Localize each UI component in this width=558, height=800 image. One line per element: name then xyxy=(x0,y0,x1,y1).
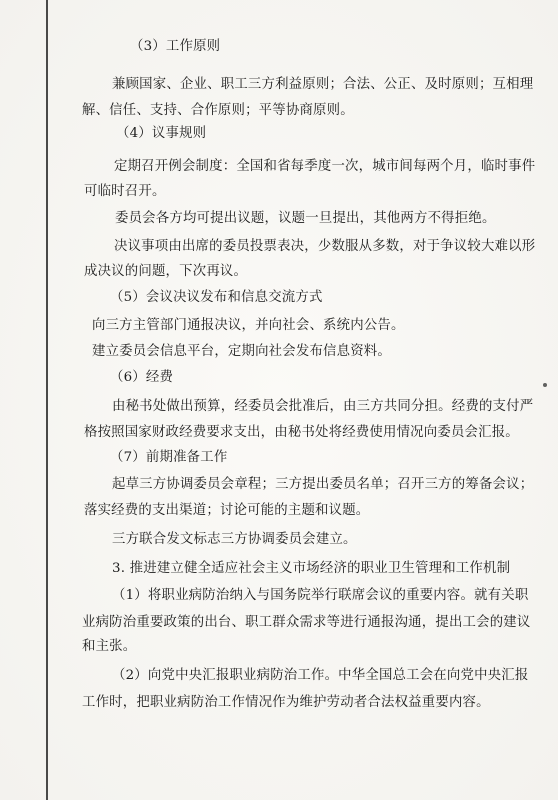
paragraph-line: 由秘书处做出预算，经委员会批准后，由三方共同分担。经费的支付严 xyxy=(112,399,534,414)
paragraph-line: 定期召开例会制度：全国和省每季度一次，城市间每两个月，临时事件 xyxy=(114,159,536,174)
heading-funding: （6）经费 xyxy=(110,370,174,385)
paragraph-line: 格按照国家财政经费要求支出，由秘书处将经费使用情况向委员会汇报。 xyxy=(84,425,519,440)
heading-preparation: （7）前期准备工作 xyxy=(110,450,228,465)
paragraph-line: 解、信任、支持、合作原则；平等协商原则。 xyxy=(82,103,354,118)
paragraph-line: 成决议的问题，下次再议。 xyxy=(84,264,248,279)
paragraph-line: 向三方主管部门通报决议，并向社会、系统内公告。 xyxy=(92,318,405,333)
paragraph-line: 工作时，把职业病防治工作情况作为维护劳动者合法权益重要内容。 xyxy=(82,695,490,710)
section-heading-3: 3. 推进建立健全适应社会主义市场经济的职业卫生管理和工作机制 xyxy=(112,561,511,576)
paragraph-line: 委员会各方均可提出议题，议题一旦提出，其他两方不得拒绝。 xyxy=(115,211,496,226)
paragraph-line: 业病防治重要政策的出台、职工群众需求等进行通报沟通，提出工会的建议 xyxy=(82,615,531,630)
paragraph-line: 兼顾国家、企业、职工三方利益原则；合法、公正、及时原则；互相理 xyxy=(112,77,534,92)
paragraph-line: 建立委员会信息平台，定期向社会发布信息资料。 xyxy=(92,344,391,359)
paragraph-line: 落实经费的支出渠道；讨论可能的主题和议题。 xyxy=(84,503,370,518)
paragraph-line: 可临时召开。 xyxy=(84,184,166,199)
paragraph-line: 三方联合发文标志三方协调委员会建立。 xyxy=(112,532,357,547)
scan-speck xyxy=(543,383,547,387)
paragraph-line: （2）向党中央汇报职业病防治工作。中华全国总工会在向党中央汇报 xyxy=(112,668,529,683)
heading-work-principles: （3）工作原则 xyxy=(130,39,221,54)
heading-resolution-publishing: （5）会议决议发布和信息交流方式 xyxy=(110,290,323,305)
heading-meeting-rules: （4）议事规则 xyxy=(116,126,207,141)
paragraph-line: （1）将职业病防治纳入与国务院举行联席会议的重要内容。就有关职 xyxy=(112,588,529,603)
scan-edge-line xyxy=(46,0,48,800)
paragraph-line: 起草三方协调委员会章程；三方提出委员名单；召开三方的筹备会议； xyxy=(112,477,534,492)
paragraph-line: 和主张。 xyxy=(82,639,137,654)
paragraph-line: 决议事项由出席的委员投票表决，少数服从多数，对于争议较大难以形 xyxy=(114,239,536,254)
